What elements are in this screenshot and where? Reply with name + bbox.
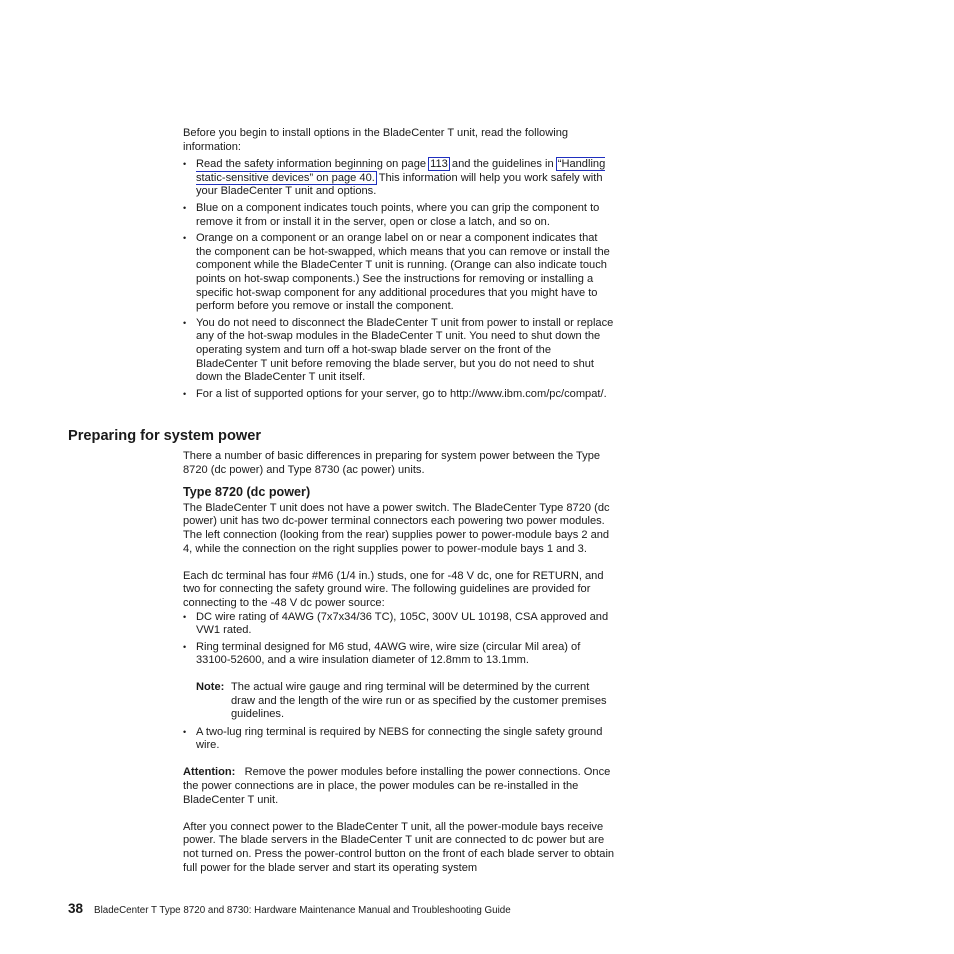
attention-label: Attention: — [183, 766, 236, 779]
list-item: • A two-lug ring terminal is required by NEBS for connecting the single safety ground wire. — [183, 726, 615, 753]
intro-block — [183, 127, 615, 401]
static-sensitive-link[interactable]: “Handling static-sensitive devices” on page 40. — [196, 158, 606, 184]
list-item: • DC wire rating of 4AWG (7x7x34/36 TC), 105C, 300V UL 10198, CSA approved and VW1 rated. — [183, 611, 615, 638]
page-113-link[interactable]: 113 — [430, 158, 448, 171]
note-label: Note: — [196, 680, 225, 693]
list-item: • You do not need to disconnect the BladeCenter T unit from power to install or replace any of the hot-swap modules in the BladeCenter T unit. You need to shut down the operating system and turn off a hot-swap blade server on the front of the BladeCenter T unit before removing the blade server, but you do not need to shut down the BladeCenter T unit itself. — [183, 317, 615, 385]
list-item — [183, 158, 615, 199]
dc-paragraph-2: Each dc terminal has four #M6 (1/4 in.) studs, one for -48 V dc, one for RETURN, and two for connecting the safety ground wire. The following guidelines are provided for connecting to the -48 V dc power source: — [183, 569, 604, 609]
dc-guidelines-list-continued — [183, 726, 615, 753]
dc-paragraph-3: After you connect power to the BladeCenter T unit, all the power-module bays receive power. The blade servers in the BladeCenter T unit are connected to dc power but are not turned on. Press the power-control button on the front of each blade server to obtain full power for the blade server and start its operating system — [183, 820, 615, 874]
bullet-text-pre: Read the safety information beginning on page — [196, 158, 430, 171]
dc-paragraph-1: The BladeCenter T unit does not have a power switch. The BladeCenter Type 8720 (dc power) unit has two dc-power terminal connectors each powering two power modules. The left connection (looking from the rear) supplies power to power-module bays 2 and 4, while the connection on the right supplies power to power-module bays 1 and 3. — [183, 501, 610, 555]
bullet-text-post: This information will help you work safely with your BladeCenter T unit and options. — [196, 171, 603, 198]
list-item: • Blue on a component indicates touch points, where you can grip the component to remove it from or install it in the server, open or close a latch, and so on. — [183, 202, 615, 229]
note-text: The actual wire gauge and ring terminal will be determined by the current draw and the length of the wire run or as specified by the customer premises guidelines. — [231, 680, 607, 721]
page-footer — [68, 900, 511, 918]
intro-list — [183, 158, 615, 401]
footer-title: BladeCenter T Type 8720 and 8730: Hardware Maintenance Manual and Troubleshooting Guide — [94, 905, 511, 916]
section-heading: Preparing for system power — [68, 428, 262, 444]
list-item: • Orange on a component or an orange label on or near a component indicates that the component can be hot-swapped, which means that you can remove or install the component while the BladeCenter T unit is running. (Orange can also indicate touch points on hot-swap components.) See the instructions for removing or installing a specific hot-swap component for any additional procedures that you might have to perform before you remove or install the component. — [183, 232, 615, 314]
attention-text: Remove the power modules before installing the power connections. Once the power connections are in place, the power modules can be re-installed in the BladeCenter T unit. — [183, 766, 611, 806]
section-intro: There a number of basic differences in preparing for system power between the Type 8720 (dc power) and Type 8730 (ac power) units. — [183, 450, 601, 476]
intro-paragraph: Before you begin to install options in the BladeCenter T unit, read the following information: — [183, 127, 569, 153]
list-item: • For a list of supported options for your server, go to http://www.ibm.com/pc/compat/. — [183, 388, 615, 402]
bullet-text-mid: and the guidelines in — [448, 158, 557, 171]
power-section — [183, 450, 615, 875]
attention-paragraph — [183, 766, 615, 807]
dc-guidelines-list — [183, 611, 615, 668]
subsection-heading: Type 8720 (dc power) — [183, 485, 311, 500]
list-item: • Ring terminal designed for M6 stud, 4AWG wire, wire size (circular Mil area) of 33100-52600, and a wire insulation diameter of 12.8mm to 13.1mm. — [183, 641, 615, 668]
page-number: 38 — [68, 901, 84, 916]
note-block — [183, 681, 615, 722]
